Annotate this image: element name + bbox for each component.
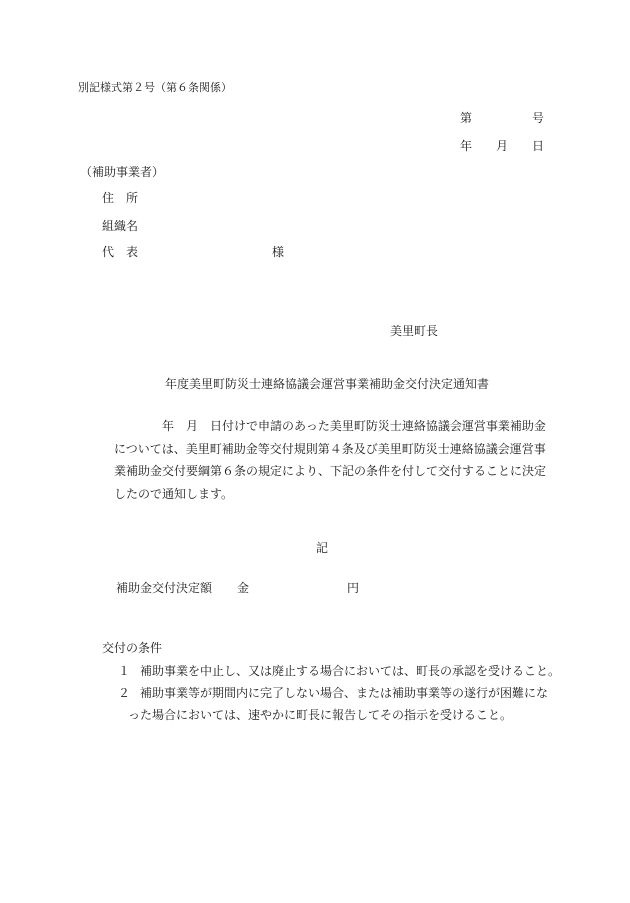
amount-unit: 円	[347, 581, 360, 595]
condition-text-line-2: った場合においては、速やかに町長に報告してその指示を受けること。	[128, 708, 513, 722]
condition-text-line-1: 補助事業等が期間内に完了しない場合、または補助事業等の遂行が困難にな	[140, 686, 549, 700]
recipient-heading: （補助事業者）	[80, 165, 165, 179]
number-prefix: 第	[460, 111, 473, 125]
condition-text	[140, 682, 572, 704]
condition-number: １	[118, 664, 131, 678]
number-suffix: 号	[532, 111, 545, 125]
issuer: 美里町長	[390, 324, 439, 338]
recipient-honorific: 様	[272, 245, 285, 259]
recipient-representative-label: 代 表	[102, 245, 139, 259]
form-id: 別記様式第２号（第６条関係）	[78, 81, 232, 94]
amount-label: 補助金交付決定額	[116, 581, 213, 595]
body-line-4: したので通知します。	[114, 486, 234, 501]
date-month: 月	[496, 139, 509, 153]
condition-item	[112, 660, 572, 682]
condition-text-line-1: 補助事業を中止し、又は廃止する場合においては、町長の承認を受けること。	[140, 664, 561, 678]
body-line-3: 業補助金交付要綱第６条の規定により、下記の条件を付して交付することに決定	[114, 464, 547, 478]
amount-prefix: 金	[237, 581, 250, 595]
conditions-list	[112, 660, 572, 726]
body-line-2: については、美里町補助金等交付規則第４条及び美里町防災士連絡協議会運営事	[114, 441, 546, 456]
recipient-organization-label: 組織名	[102, 219, 139, 233]
condition-item	[112, 682, 572, 704]
condition-number: ２	[118, 686, 131, 700]
body-paragraph	[114, 415, 562, 505]
document-title: 年度美里町防災士連絡協議会運営事業補助金交付決定通知書	[165, 377, 490, 391]
condition-continuation	[112, 704, 572, 726]
ki-mark: 記	[316, 541, 329, 555]
body-line-1: 年 月 日付けで申請のあった美里町防災士連絡協議会運営事業補助金	[162, 419, 546, 433]
recipient-address-label: 住 所	[102, 191, 139, 205]
date-year: 年	[460, 139, 473, 153]
conditions-heading: 交付の条件	[102, 641, 163, 655]
condition-text	[140, 660, 572, 682]
date-day: 日	[532, 139, 545, 153]
